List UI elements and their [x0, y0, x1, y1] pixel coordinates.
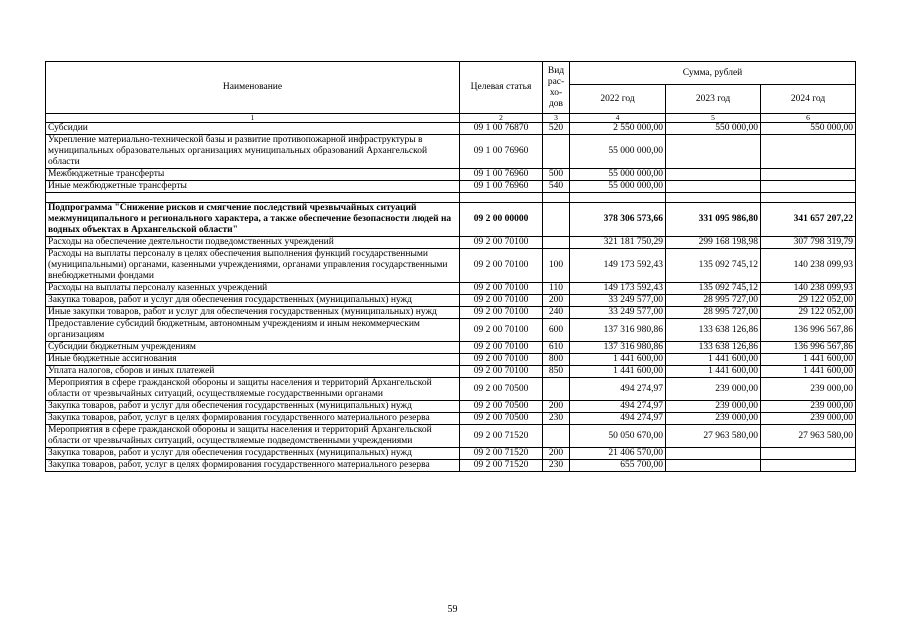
- row-sum-2022: 33 249 577,00: [570, 307, 666, 319]
- row-expense-kind: [543, 203, 570, 237]
- table-row: [46, 283, 856, 295]
- row-target-article: 09 1 00 76960: [460, 169, 543, 181]
- row-sum-2022: 1 441 600,00: [570, 366, 666, 378]
- row-sum-2022: 137 316 980,86: [570, 319, 666, 342]
- row-sum-2022: 55 000 000,00: [570, 181, 666, 193]
- row-sum-2022: 321 181 750,29: [570, 237, 666, 249]
- row-sum-2024: 136 996 567,86: [761, 319, 856, 342]
- row-sum-2024: 550 000,00: [761, 123, 856, 135]
- row-expense-kind: [543, 378, 570, 401]
- table-row: [46, 378, 856, 401]
- row-sum-2024: 239 000,00: [761, 378, 856, 401]
- row-expense-kind: [543, 193, 570, 203]
- row-sum-2023: [666, 460, 761, 472]
- row-sum-2023: 239 000,00: [666, 378, 761, 401]
- row-expense-kind: 850: [543, 366, 570, 378]
- row-sum-2024: 1 441 600,00: [761, 354, 856, 366]
- row-target-article: 09 2 00 70100: [460, 354, 543, 366]
- row-target-article: 09 2 00 70100: [460, 295, 543, 307]
- row-sum-2024: 136 996 567,86: [761, 342, 856, 354]
- table-row: [46, 366, 856, 378]
- row-sum-2023: [666, 181, 761, 193]
- table-row: [46, 193, 856, 203]
- row-sum-2023: 133 638 126,86: [666, 319, 761, 342]
- row-sum-2023: 550 000,00: [666, 123, 761, 135]
- page-number: 59: [447, 604, 458, 615]
- row-name: [46, 193, 460, 203]
- row-sum-2024: 341 657 207,22: [761, 203, 856, 237]
- row-sum-2024: [761, 448, 856, 460]
- row-sum-2024: [761, 460, 856, 472]
- row-name: Иные межбюджетные трансферты: [46, 181, 460, 193]
- column-number: 3: [543, 114, 570, 123]
- row-sum-2024: [761, 169, 856, 181]
- table-row: [46, 135, 856, 169]
- table-row: [46, 169, 856, 181]
- row-sum-2023: [666, 448, 761, 460]
- table-row: [46, 448, 856, 460]
- row-sum-2022: 494 274,97: [570, 401, 666, 413]
- row-target-article: 09 2 00 70500: [460, 413, 543, 425]
- row-name: Закупка товаров, работ и услуг для обеспечения государственных (муниципальных) нужд: [46, 401, 460, 413]
- row-name: Закупка товаров, работ, услуг в целях формирования государственного материального резерва: [46, 413, 460, 425]
- row-name: Подпрограмма "Снижение рисков и смягчение последствий чрезвычайных ситуаций межмуниципального и регионального характера, а также обеспечение безопасности людей на водных объектах в Архангельской области": [46, 203, 460, 237]
- row-sum-2022: 50 050 670,00: [570, 425, 666, 448]
- row-sum-2022: 1 441 600,00: [570, 354, 666, 366]
- table-row: [46, 354, 856, 366]
- row-sum-2024: [761, 193, 856, 203]
- row-sum-2024: 140 238 099,93: [761, 249, 856, 283]
- table-row: [46, 425, 856, 448]
- row-expense-kind: 600: [543, 319, 570, 342]
- row-sum-2023: 299 168 198,98: [666, 237, 761, 249]
- table-row: [46, 295, 856, 307]
- row-name: Иные бюджетные ассигнования: [46, 354, 460, 366]
- table-row: [46, 401, 856, 413]
- row-name: Иные закупки товаров, работ и услуг для обеспечения государственных (муниципальных) нужд: [46, 307, 460, 319]
- header-year-2024: 2024 год: [761, 85, 856, 114]
- row-name: Мероприятия в сфере гражданской обороны и защиты населения и территорий Архангельской области от чрезвычайных ситуаций, осуществляемые государственными органами: [46, 378, 460, 401]
- row-sum-2024: 307 798 319,79: [761, 237, 856, 249]
- table-row: [46, 181, 856, 193]
- row-sum-2023: 28 995 727,00: [666, 295, 761, 307]
- row-sum-2022: 33 249 577,00: [570, 295, 666, 307]
- row-sum-2023: 27 963 580,00: [666, 425, 761, 448]
- column-number: 6: [761, 114, 856, 123]
- row-expense-kind: 240: [543, 307, 570, 319]
- table-row: [46, 319, 856, 342]
- table-row: [46, 307, 856, 319]
- row-sum-2024: 29 122 052,00: [761, 295, 856, 307]
- table-row: [46, 237, 856, 249]
- row-expense-kind: 200: [543, 401, 570, 413]
- row-sum-2022: [570, 193, 666, 203]
- row-target-article: 09 1 00 76960: [460, 181, 543, 193]
- row-target-article: 09 2 00 70100: [460, 319, 543, 342]
- row-expense-kind: [543, 425, 570, 448]
- row-target-article: 09 2 00 70100: [460, 342, 543, 354]
- row-target-article: 09 2 00 00000: [460, 203, 543, 237]
- table-row: [46, 203, 856, 237]
- row-sum-2024: 140 238 099,93: [761, 283, 856, 295]
- header-year-2022: 2022 год: [570, 85, 666, 114]
- header-target-article: Целевая статья: [460, 62, 543, 114]
- row-expense-kind: 230: [543, 413, 570, 425]
- row-sum-2023: 135 092 745,12: [666, 249, 761, 283]
- row-name: Предоставление субсидий бюджетным, автономным учреждениям и иным некоммерческим организациям: [46, 319, 460, 342]
- row-sum-2024: 29 122 052,00: [761, 307, 856, 319]
- row-target-article: 09 2 00 70500: [460, 401, 543, 413]
- row-sum-2023: 1 441 600,00: [666, 354, 761, 366]
- row-sum-2023: 239 000,00: [666, 401, 761, 413]
- row-target-article: 09 2 00 70100: [460, 366, 543, 378]
- row-name: Расходы на выплаты персоналу в целях обеспечения выполнения функций государственными (муниципальными) органами, казенными учреждениями, органами управления государственными внебюджетными фондами: [46, 249, 460, 283]
- row-sum-2024: 239 000,00: [761, 413, 856, 425]
- row-name: Субсидии: [46, 123, 460, 135]
- row-sum-2023: 133 638 126,86: [666, 342, 761, 354]
- row-name: Укрепление материально-технической базы и развитие противопожарной инфраструктуры в муниципальных образовательных организациях муниципальных образований Архангельской области: [46, 135, 460, 169]
- row-name: Уплата налогов, сборов и иных платежей: [46, 366, 460, 378]
- row-sum-2022: 55 000 000,00: [570, 135, 666, 169]
- table-row: [46, 342, 856, 354]
- column-numbering-row: [46, 114, 856, 123]
- row-expense-kind: 500: [543, 169, 570, 181]
- row-expense-kind: 100: [543, 249, 570, 283]
- column-number: 1: [46, 114, 460, 123]
- row-sum-2022: 2 550 000,00: [570, 123, 666, 135]
- row-sum-2023: 239 000,00: [666, 413, 761, 425]
- row-sum-2022: 655 700,00: [570, 460, 666, 472]
- row-sum-2023: 331 095 986,80: [666, 203, 761, 237]
- row-sum-2022: 55 000 000,00: [570, 169, 666, 181]
- row-name: Закупка товаров, работ и услуг для обеспечения государственных (муниципальных) нужд: [46, 295, 460, 307]
- row-sum-2022: 378 306 573,66: [570, 203, 666, 237]
- row-name: Расходы на выплаты персоналу казенных учреждений: [46, 283, 460, 295]
- column-number: 2: [460, 114, 543, 123]
- row-target-article: 09 1 00 76870: [460, 123, 543, 135]
- row-expense-kind: 610: [543, 342, 570, 354]
- row-target-article: 09 2 00 70100: [460, 307, 543, 319]
- row-sum-2022: 149 173 592,43: [570, 249, 666, 283]
- row-name: Расходы на обеспечение деятельности подведомственных учреждений: [46, 237, 460, 249]
- row-target-article: 09 2 00 71520: [460, 425, 543, 448]
- header-name: Наименование: [46, 62, 460, 114]
- table-row: [46, 123, 856, 135]
- row-sum-2023: [666, 193, 761, 203]
- row-sum-2023: 1 441 600,00: [666, 366, 761, 378]
- row-target-article: 09 2 00 71520: [460, 448, 543, 460]
- row-sum-2024: [761, 135, 856, 169]
- row-name: Межбюджетные трансферты: [46, 169, 460, 181]
- row-target-article: [460, 193, 543, 203]
- row-sum-2024: [761, 181, 856, 193]
- row-expense-kind: 520: [543, 123, 570, 135]
- row-sum-2022: 494 274,97: [570, 378, 666, 401]
- row-sum-2023: 135 092 745,12: [666, 283, 761, 295]
- budget-table: [45, 61, 856, 472]
- table-row: [46, 460, 856, 472]
- row-sum-2024: 27 963 580,00: [761, 425, 856, 448]
- row-name: Мероприятия в сфере гражданской обороны и защиты населения и территорий Архангельской области от чрезвычайных ситуаций, осуществляемые подведомственными учреждениями: [46, 425, 460, 448]
- row-expense-kind: [543, 237, 570, 249]
- row-name: Субсидии бюджетным учреждениям: [46, 342, 460, 354]
- row-sum-2023: [666, 135, 761, 169]
- row-target-article: 09 2 00 70100: [460, 283, 543, 295]
- row-expense-kind: 540: [543, 181, 570, 193]
- row-sum-2022: 149 173 592,43: [570, 283, 666, 295]
- row-target-article: 09 2 00 71520: [460, 460, 543, 472]
- row-sum-2022: 494 274,97: [570, 413, 666, 425]
- row-sum-2023: [666, 169, 761, 181]
- row-sum-2022: 137 316 980,86: [570, 342, 666, 354]
- row-name: Закупка товаров, работ, услуг в целях формирования государственного материального резерва: [46, 460, 460, 472]
- table-row: [46, 249, 856, 283]
- row-name: Закупка товаров, работ и услуг для обеспечения государственных (муниципальных) нужд: [46, 448, 460, 460]
- row-expense-kind: 200: [543, 295, 570, 307]
- row-target-article: 09 2 00 70100: [460, 237, 543, 249]
- row-sum-2022: 21 406 570,00: [570, 448, 666, 460]
- row-expense-kind: 230: [543, 460, 570, 472]
- row-sum-2024: 239 000,00: [761, 401, 856, 413]
- row-expense-kind: 110: [543, 283, 570, 295]
- header-expense-kind: Вид рас-хо-дов: [543, 62, 570, 114]
- row-expense-kind: 200: [543, 448, 570, 460]
- row-target-article: 09 1 00 76960: [460, 135, 543, 169]
- column-number: 5: [666, 114, 761, 123]
- table-row: [46, 413, 856, 425]
- column-number: 4: [570, 114, 666, 123]
- header-sum: Сумма, рублей: [570, 62, 856, 85]
- row-target-article: 09 2 00 70500: [460, 378, 543, 401]
- row-sum-2024: 1 441 600,00: [761, 366, 856, 378]
- row-expense-kind: [543, 135, 570, 169]
- header-year-2023: 2023 год: [666, 85, 761, 114]
- row-sum-2023: 28 995 727,00: [666, 307, 761, 319]
- row-target-article: 09 2 00 70100: [460, 249, 543, 283]
- row-expense-kind: 800: [543, 354, 570, 366]
